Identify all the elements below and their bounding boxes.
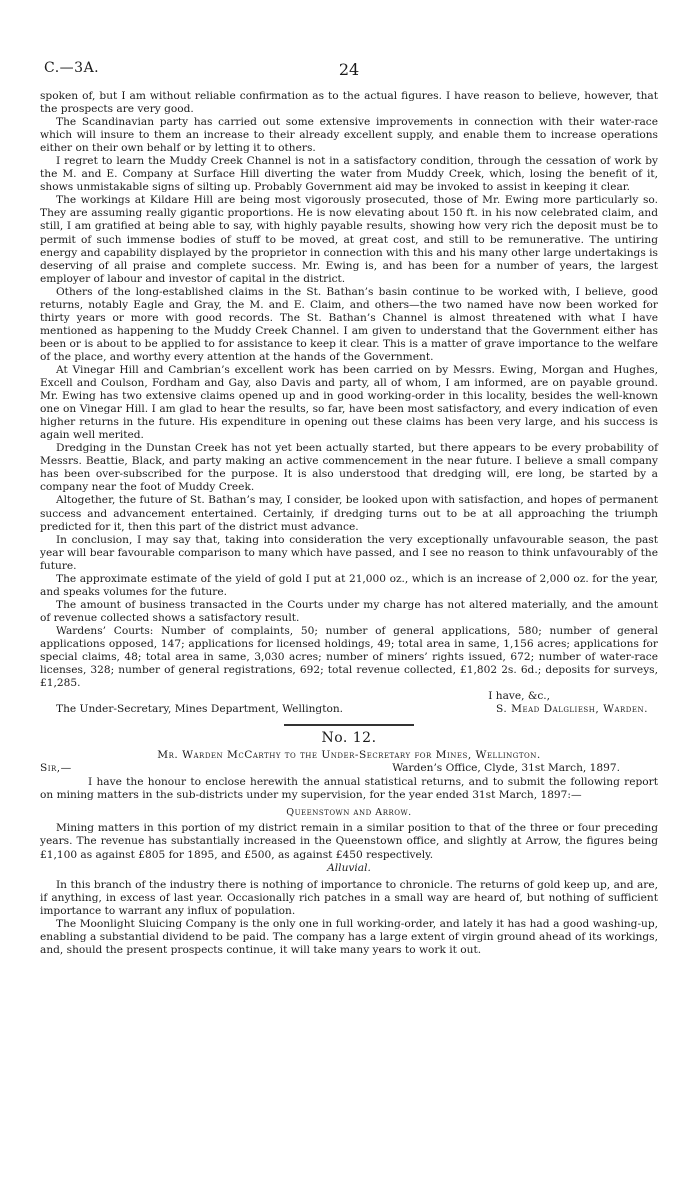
letter-number: No. 12. [321,730,377,747]
signature: S. Mead Dalgliesh, Warden. [496,703,648,716]
paragraph: Wardens’ Courts: Number of complaints, 50; number of general applications, 580; number of general applications opposed, 147; applications for licensed holdings, 49; total area in same, 1,156 acres; applications for special claims, 48; total area in same, 3,030 acres; number of miners’ rights issued, 672; number of water-race licenses, 328; number of general registrations, 692; total revenue collected, £1,802 2s. 6d.; deposits for surveys, £1,285. [40,624,658,690]
paragraph: The Moonlight Sluicing Company is the only one in full working-order, and lately it has had a good washing-up, enabling a substantial dividend to be paid. The company has a large extent of virgin ground ahead of its workings, and, should the present prospects continue, it will take many years to work it out. [40,917,658,956]
letter-address: Mr. Warden McCarthy to the Under-Secretary for Mines, Wellington. [157,749,541,762]
section-heading: Queenstown and Arrow. [286,807,412,819]
page-number: 24 [338,60,360,79]
paragraph: Others of the long-established claims in the St. Bathan’s basin continue to be worked with, I believe, good returns, notably Eagle and Gray, the M. and E. Claim, and others—the two named have now been worked for thirty years or more with good records. The St. Bathan’s Channel is almost threatened with what I have mentioned as happening to the Muddy Creek Channel. I am given to understand that the Government either has been or is about to be applied to for assistance to keep it clear. This is a matter of grave importance to the welfare of the place, and worthy every attention at the hands of the Government. [40,285,658,363]
paragraph: In conclusion, I may say that, taking into consideration the very exceptionally unfavourable season, the past year will bear favourable comparison to many which have passed, and I see no reason to think unfavourably of the future. [40,533,658,572]
salutation-row [40,762,658,776]
signature-row [40,703,658,719]
paragraph: Mining matters in this portion of my district remain in a similar position to that of the three or four preceding years. The revenue has substantially increased in the Queenstown office, and slightly at Arrow, the figures being £1,100 as against £805 for 1895, and £500, as against £450 respectively. [40,822,658,861]
office-dateline: Warden’s Office, Clyde, 31st March, 1897. [392,762,620,775]
closing-line: I have, &c., [488,690,550,703]
paragraph: The workings at Kildare Hill are being most vigorously prosecuted, those of Mr. Ewing more particularly so. They are assuming really gigantic proportions. He is now elevating about 150 ft. in his now celebrated claim, and still, I am gratified at being able to say, with highly payable results, showing how very rich the deposit must be to permit of such immense bodies of stuff to be moved, at great cost, and still to be remunerative. The untiring energy and capability displayed by the proprietor in connection with this and his many other large undertakings is deserving of all praise and complete success. Mr. Ewing is, and has been for a number of years, the largest employer of labour and investor of capital in the district. [40,194,658,285]
paragraph: Altogether, the future of St. Bathan’s may, I consider, be looked upon with satisfaction, and hopes of permanent success and advancement entertained. Certainly, if dredging turns out to be at all approaching the triumph predicted for it, then this part of the district must advance. [40,494,658,533]
report-code: C.—3A. [44,60,100,76]
paragraph: I regret to learn the Muddy Creek Channel is not in a satisfactory condition, through the cessation of work by the M. and E. Company at Surface Hill diverting the water from Muddy Creek, which, losing the benefit of it, shows unmistakable signs of silting up. Probably Government aid may be invoked to assist in keeping it clear. [40,155,658,194]
document-page [40,0,658,1193]
salutation: Sir,— [40,762,72,775]
paragraph: In this branch of the industry there is nothing of importance to chronicle. The returns of gold keep up, and are, if anything, in excess of last year. Occasionally rich patches in a small way are heard of, but nothing of sufficient importance to warrant any influx of population. [40,878,658,917]
paragraph: The amount of business transacted in the Courts under my charge has not altered materially, and the amount of revenue collected shows a satisfactory result. [40,598,658,624]
recipient-line: The Under-Secretary, Mines Department, Wellington. [56,703,344,716]
subsection-heading: Alluvial. [327,861,371,874]
page-header [40,60,658,90]
paragraph: Dredging in the Dunstan Creek has not yet been actually started, but there appears to be every probability of Messrs. Beattie, Black, and party making an active commencement in the near future. I believe a small company has been over-subscribed for the purpose. It is also understood that dredging will, ere long, be started by a company near the foot of Muddy Creek. [40,442,658,494]
paragraph: The Scandinavian party has carried out some extensive improvements in connection with their water-race which will insure to them an increase to their already excellent supply, and enable them to increase operations either on their own behalf or by letting it to others. [40,116,658,155]
report-body [40,90,658,957]
paragraph: The approximate estimate of the yield of gold I put at 21,000 oz., which is an increase of 2,000 oz. for the year, and speaks volumes for the future. [40,572,658,598]
paragraph: At Vinegar Hill and Cambrian’s excellent work has been carried on by Messrs. Ewing, Morgan and Hughes, Excell and Coulson, Fordham and Gay, also Davis and party, all of whom, I am informed, are on payable ground. Mr. Ewing has two extensive claims opened up and in good working-order in this locality, besides the well-known one on Vinegar Hill. I am glad to hear the results, so far, have been most satisfactory, and every indication of even higher returns in the future. His expenditure in opening out these claims has been very large, and his success is again well merited. [40,363,658,442]
letter-intro: I have the honour to enclose herewith the annual statistical returns, and to submit the following report on mining matters in the sub-districts under my supervision, for the year ended 31st March, 1897:— [40,776,658,802]
paragraph: spoken of, but I am without reliable confirmation as to the actual figures. I have reason to believe, however, that the prospects are very good. [40,90,658,116]
section-divider [284,724,414,726]
